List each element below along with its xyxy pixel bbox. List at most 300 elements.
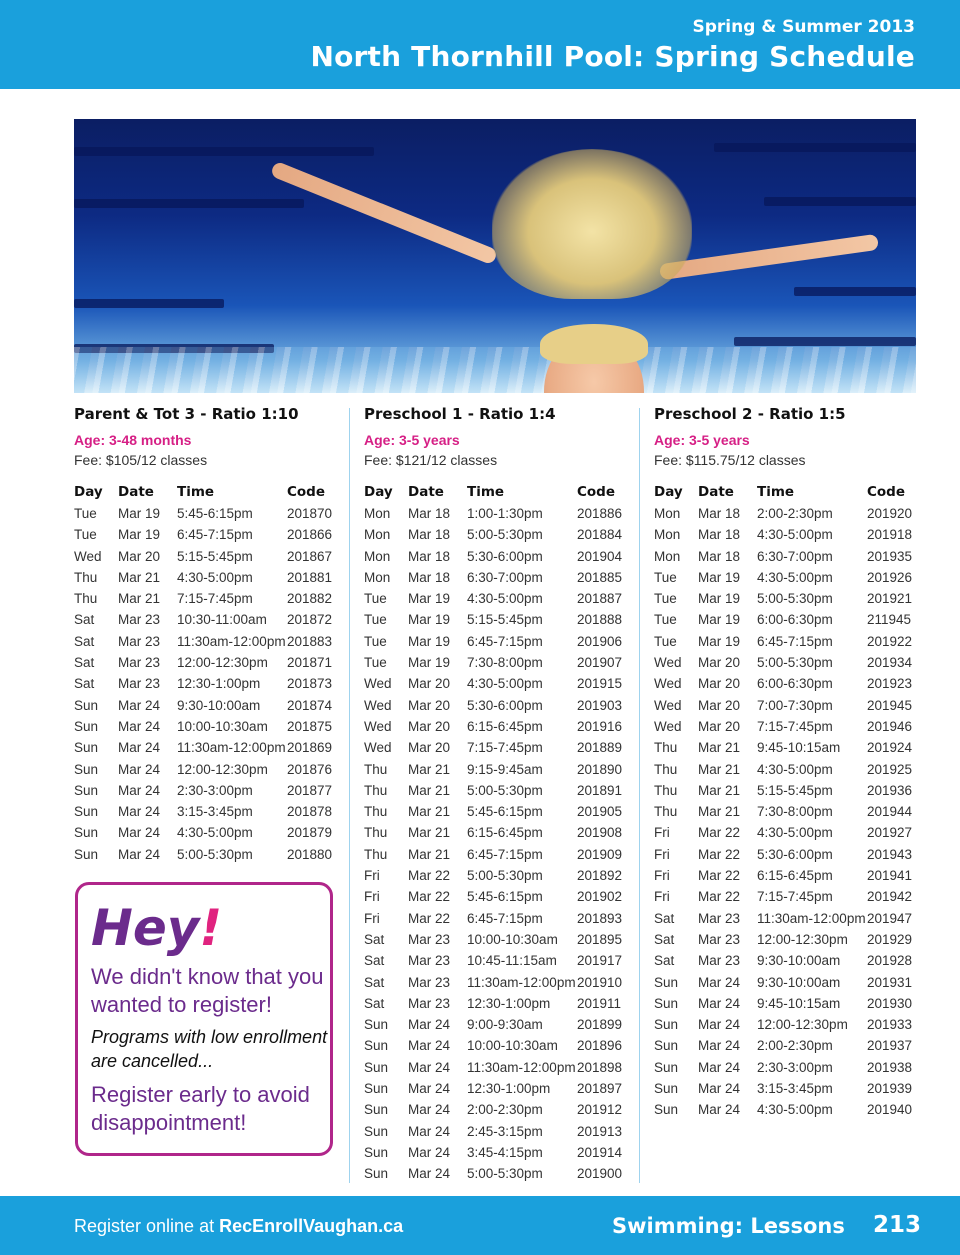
cell-date: Mar 20 bbox=[698, 718, 741, 734]
cell-time: 10:45-11:15am bbox=[467, 953, 557, 969]
cell-time: 6:15-6:45pm bbox=[467, 718, 543, 734]
hey-callout-box bbox=[75, 882, 333, 1156]
cell-day: Wed bbox=[364, 740, 392, 756]
cell-code: 201911 bbox=[577, 995, 622, 1011]
cell-day: Tue bbox=[654, 633, 677, 649]
cell-date: Mar 19 bbox=[698, 569, 741, 585]
table-row bbox=[364, 1014, 632, 1035]
cell-time: 4:30-5:00pm bbox=[467, 676, 543, 692]
cell-time: 2:00-2:30pm bbox=[757, 1038, 833, 1054]
cell-time: 10:00-10:30am bbox=[467, 1038, 558, 1054]
table-row bbox=[654, 588, 922, 609]
cell-day: Fri bbox=[654, 889, 670, 905]
cell-time: 4:30-5:00pm bbox=[757, 825, 833, 841]
cell-code: 201883 bbox=[287, 633, 333, 649]
cell-time: 5:00-5:30pm bbox=[467, 868, 543, 884]
table-row bbox=[364, 908, 632, 929]
page-title: North Thornhill Pool: Spring Schedule bbox=[310, 40, 915, 73]
cell-time: 9:30-10:00am bbox=[177, 697, 261, 713]
cell-time: 5:00-5:30pm bbox=[757, 655, 833, 671]
cell-date: Mar 24 bbox=[118, 761, 161, 777]
table-row bbox=[364, 695, 632, 716]
cell-code: 201881 bbox=[287, 569, 333, 585]
cell-day: Sun bbox=[74, 740, 99, 756]
cell-time: 5:00-5:30pm bbox=[177, 846, 253, 862]
cell-code: 211945 bbox=[867, 612, 912, 628]
cell-day: Mon bbox=[364, 527, 391, 543]
cell-code: 201879 bbox=[287, 825, 333, 841]
page-number: 213 bbox=[873, 1212, 922, 1238]
cell-day: Mon bbox=[364, 569, 391, 585]
hey-message-3: Register early to avoid disappointment! bbox=[91, 1082, 310, 1135]
cell-code: 201885 bbox=[577, 569, 623, 585]
cell-day: Sun bbox=[654, 1059, 679, 1075]
cell-day: Sun bbox=[364, 1038, 389, 1054]
cell-code: 201875 bbox=[287, 718, 333, 734]
cell-date: Mar 19 bbox=[698, 612, 741, 628]
cell-time: 5:30-6:00pm bbox=[467, 697, 543, 713]
cell-day: Sat bbox=[74, 676, 95, 692]
cell-date: Mar 23 bbox=[408, 974, 451, 990]
cell-code: 201938 bbox=[867, 1059, 913, 1075]
program-title: Preschool 1 - Ratio 1:4 bbox=[364, 405, 556, 423]
cell-time: 12:30-1:00pm bbox=[467, 1081, 551, 1097]
cell-code: 201895 bbox=[577, 931, 623, 947]
table-row bbox=[364, 993, 632, 1014]
cell-code: 201889 bbox=[577, 740, 623, 756]
cell-day: Sat bbox=[364, 953, 385, 969]
cell-date: Mar 21 bbox=[698, 740, 741, 756]
table-row bbox=[364, 950, 632, 971]
cell-date: Mar 20 bbox=[408, 718, 451, 734]
cell-code: 201946 bbox=[867, 718, 913, 734]
cell-day: Sun bbox=[654, 1102, 679, 1118]
cell-time: 7:15-7:45pm bbox=[177, 591, 253, 607]
cell-day: Sat bbox=[654, 953, 675, 969]
table-row bbox=[74, 546, 342, 567]
cell-day: Mon bbox=[364, 506, 391, 521]
cell-day: Tue bbox=[364, 612, 387, 628]
cell-day: Sun bbox=[74, 825, 99, 841]
cell-time: 5:00-5:30pm bbox=[467, 782, 543, 798]
table-row bbox=[364, 780, 632, 801]
table-row bbox=[364, 503, 632, 524]
table-row bbox=[364, 1163, 632, 1184]
cell-day: Wed bbox=[74, 548, 102, 564]
cell-date: Mar 18 bbox=[408, 527, 451, 543]
cell-date: Mar 19 bbox=[118, 527, 161, 543]
cell-time: 5:45-6:15pm bbox=[467, 889, 543, 905]
table-row bbox=[364, 588, 632, 609]
cell-day: Sun bbox=[364, 1123, 389, 1139]
season-label: Spring & Summer 2013 bbox=[692, 17, 915, 37]
header-day: Day bbox=[74, 484, 103, 500]
cell-code: 201867 bbox=[287, 548, 333, 564]
cell-time: 12:00-12:30pm bbox=[757, 1017, 848, 1033]
cell-time: 5:15-5:45pm bbox=[467, 612, 543, 628]
cell-date: Mar 24 bbox=[408, 1123, 451, 1139]
table-row bbox=[364, 737, 632, 758]
table-header-row bbox=[74, 481, 342, 503]
table-row bbox=[654, 695, 922, 716]
cell-day: Wed bbox=[654, 718, 682, 734]
cell-code: 201936 bbox=[867, 782, 913, 798]
cell-day: Fri bbox=[364, 868, 380, 884]
cell-code: 201904 bbox=[577, 548, 623, 564]
table-row bbox=[74, 631, 342, 652]
cell-day: Fri bbox=[654, 846, 670, 862]
table-row bbox=[364, 886, 632, 907]
page-footer bbox=[0, 1196, 960, 1255]
table-row bbox=[364, 844, 632, 865]
header-day: Day bbox=[654, 484, 683, 500]
table-row bbox=[364, 759, 632, 780]
cell-code: 201882 bbox=[287, 591, 333, 607]
cell-code: 201893 bbox=[577, 910, 623, 926]
cell-date: Mar 24 bbox=[118, 740, 161, 756]
table-row bbox=[654, 1078, 922, 1099]
cell-time: 6:45-7:15pm bbox=[467, 846, 543, 862]
cell-code: 201876 bbox=[287, 761, 333, 777]
cell-day: Sun bbox=[364, 1017, 389, 1033]
cell-code: 201925 bbox=[867, 761, 913, 777]
cell-code: 201866 bbox=[287, 527, 333, 543]
cell-day: Thu bbox=[654, 782, 678, 798]
register-prefix: Register online at bbox=[74, 1216, 220, 1236]
cell-day: Sun bbox=[364, 1144, 389, 1160]
cell-code: 201886 bbox=[577, 506, 623, 521]
table-row bbox=[654, 759, 922, 780]
cell-code: 201944 bbox=[867, 804, 913, 820]
table-row bbox=[654, 865, 922, 886]
section-name: Swimming: Lessons bbox=[612, 1214, 845, 1238]
hey-word: Hey bbox=[91, 899, 200, 957]
cell-day: Thu bbox=[654, 804, 678, 820]
table-row bbox=[654, 1014, 922, 1035]
cell-day: Mon bbox=[654, 506, 681, 521]
cell-code: 201926 bbox=[867, 569, 913, 585]
cell-date: Mar 20 bbox=[698, 697, 741, 713]
cell-date: Mar 21 bbox=[118, 569, 161, 585]
cell-day: Sun bbox=[654, 1081, 679, 1097]
cell-day: Tue bbox=[364, 633, 387, 649]
cell-code: 201933 bbox=[867, 1017, 913, 1033]
cell-day: Sun bbox=[74, 804, 99, 820]
cell-time: 7:00-7:30pm bbox=[757, 697, 833, 713]
cell-date: Mar 22 bbox=[698, 825, 741, 841]
cell-code: 201909 bbox=[577, 846, 623, 862]
table-row bbox=[74, 716, 342, 737]
table-header-row bbox=[364, 481, 632, 503]
cell-code: 201902 bbox=[577, 889, 623, 905]
cell-time: 7:15-7:45pm bbox=[757, 889, 833, 905]
table-row bbox=[654, 503, 922, 524]
cell-code: 201942 bbox=[867, 889, 913, 905]
cell-time: 6:15-6:45pm bbox=[757, 868, 833, 884]
cell-date: Mar 24 bbox=[698, 1081, 741, 1097]
cell-day: Tue bbox=[364, 591, 387, 607]
hey-message-2: Programs with low enrollment are cancelled... bbox=[91, 1027, 328, 1071]
cell-day: Sun bbox=[74, 782, 99, 798]
cell-time: 12:00-12:30pm bbox=[177, 761, 268, 777]
cell-time: 6:45-7:15pm bbox=[177, 527, 253, 543]
cell-code: 201937 bbox=[867, 1038, 913, 1054]
table-row bbox=[654, 929, 922, 950]
cell-time: 5:00-5:30pm bbox=[757, 591, 833, 607]
cell-date: Mar 20 bbox=[408, 676, 451, 692]
cell-date: Mar 23 bbox=[408, 953, 451, 969]
cell-day: Wed bbox=[364, 676, 392, 692]
cell-day: Sat bbox=[654, 910, 675, 926]
table-row bbox=[654, 546, 922, 567]
cell-date: Mar 21 bbox=[408, 825, 451, 841]
cell-day: Thu bbox=[364, 846, 388, 862]
header-time: Time bbox=[467, 484, 505, 500]
cell-time: 2:30-3:00pm bbox=[177, 782, 253, 798]
cell-day: Sat bbox=[364, 974, 385, 990]
header-code: Code bbox=[287, 484, 326, 500]
register-online-text bbox=[74, 1216, 403, 1237]
table-row bbox=[654, 737, 922, 758]
cell-date: Mar 24 bbox=[698, 1059, 741, 1075]
cell-date: Mar 24 bbox=[408, 1102, 451, 1118]
cell-code: 201906 bbox=[577, 633, 623, 649]
cell-day: Wed bbox=[364, 718, 392, 734]
cell-day: Fri bbox=[364, 889, 380, 905]
cell-day: Thu bbox=[364, 761, 388, 777]
cell-time: 10:00-10:30am bbox=[467, 931, 558, 947]
table-row bbox=[74, 503, 342, 524]
table-header-row bbox=[654, 481, 922, 503]
cell-code: 201900 bbox=[577, 1166, 623, 1182]
cell-code: 201941 bbox=[867, 868, 913, 884]
program-parent-tot-3 bbox=[74, 404, 354, 865]
table-row bbox=[364, 609, 632, 630]
cell-day: Thu bbox=[654, 761, 678, 777]
cell-date: Mar 24 bbox=[698, 1102, 741, 1118]
table-row bbox=[364, 1142, 632, 1163]
cell-code: 201922 bbox=[867, 633, 913, 649]
cell-day: Tue bbox=[654, 612, 677, 628]
cell-date: Mar 22 bbox=[698, 868, 741, 884]
table-row bbox=[654, 1035, 922, 1056]
cell-time: 9:15-9:45am bbox=[467, 761, 543, 777]
cell-code: 201887 bbox=[577, 591, 623, 607]
cell-day: Mon bbox=[654, 527, 681, 543]
cell-day: Sun bbox=[364, 1081, 389, 1097]
schedule-table bbox=[74, 481, 342, 865]
cell-code: 201940 bbox=[867, 1102, 913, 1118]
cell-code: 201916 bbox=[577, 718, 623, 734]
cell-day: Thu bbox=[364, 825, 388, 841]
cell-time: 2:45-3:15pm bbox=[467, 1123, 543, 1139]
table-row bbox=[364, 1078, 632, 1099]
table-row bbox=[364, 1099, 632, 1120]
cell-day: Wed bbox=[364, 697, 392, 713]
cell-code: 201927 bbox=[867, 825, 913, 841]
cell-date: Mar 24 bbox=[408, 1038, 451, 1054]
cell-code: 201930 bbox=[867, 995, 913, 1011]
cell-code: 201897 bbox=[577, 1081, 623, 1097]
header-code: Code bbox=[577, 484, 616, 500]
cell-time: 5:00-5:30pm bbox=[467, 527, 543, 543]
table-row bbox=[364, 546, 632, 567]
cell-date: Mar 18 bbox=[698, 506, 741, 521]
cell-day: Wed bbox=[654, 655, 682, 671]
cell-code: 201945 bbox=[867, 697, 913, 713]
cell-time: 11:30am-12:00pm bbox=[177, 740, 286, 756]
cell-code: 201899 bbox=[577, 1017, 623, 1033]
cell-code: 201888 bbox=[577, 612, 623, 628]
cell-time: 7:30-8:00pm bbox=[467, 655, 543, 671]
cell-date: Mar 20 bbox=[408, 740, 451, 756]
cell-code: 201884 bbox=[577, 527, 623, 543]
cell-day: Thu bbox=[74, 569, 98, 585]
cell-code: 201923 bbox=[867, 676, 913, 692]
swimmer-photo bbox=[74, 119, 916, 393]
cell-date: Mar 21 bbox=[698, 804, 741, 820]
hey-exclamation: ! bbox=[199, 899, 223, 957]
cell-date: Mar 24 bbox=[408, 1017, 451, 1033]
cell-time: 6:45-7:15pm bbox=[467, 633, 543, 649]
cell-code: 201903 bbox=[577, 697, 623, 713]
cell-code: 201934 bbox=[867, 655, 913, 671]
cell-day: Sun bbox=[654, 974, 679, 990]
cell-code: 201929 bbox=[867, 931, 913, 947]
cell-date: Mar 23 bbox=[118, 676, 161, 692]
cell-date: Mar 21 bbox=[408, 804, 451, 820]
table-row bbox=[654, 822, 922, 843]
table-row bbox=[74, 567, 342, 588]
header-code: Code bbox=[867, 484, 906, 500]
header-time: Time bbox=[177, 484, 215, 500]
cell-date: Mar 24 bbox=[698, 974, 741, 990]
header-day: Day bbox=[364, 484, 393, 500]
cell-code: 201924 bbox=[867, 740, 913, 756]
cell-date: Mar 21 bbox=[408, 846, 451, 862]
program-title: Preschool 2 - Ratio 1:5 bbox=[654, 405, 846, 423]
table-row bbox=[654, 609, 922, 630]
cell-time: 9:45-10:15am bbox=[757, 740, 841, 756]
cell-date: Mar 24 bbox=[698, 1038, 741, 1054]
cell-time: 5:45-6:15pm bbox=[177, 506, 253, 521]
table-row bbox=[654, 801, 922, 822]
cell-day: Wed bbox=[654, 676, 682, 692]
cell-date: Mar 18 bbox=[408, 569, 451, 585]
table-row bbox=[654, 972, 922, 993]
table-row bbox=[364, 716, 632, 737]
cell-time: 5:30-6:00pm bbox=[467, 548, 543, 564]
table-row bbox=[74, 737, 342, 758]
cell-day: Fri bbox=[364, 910, 380, 926]
table-row bbox=[654, 716, 922, 737]
hey-headline bbox=[91, 899, 330, 957]
cell-day: Fri bbox=[654, 868, 670, 884]
cell-code: 201905 bbox=[577, 804, 623, 820]
cell-time: 9:30-10:00am bbox=[757, 974, 841, 990]
program-fee: Fee: $121/12 classes bbox=[364, 452, 498, 468]
cell-date: Mar 23 bbox=[698, 931, 741, 947]
cell-date: Mar 24 bbox=[118, 782, 161, 798]
cell-day: Sun bbox=[364, 1166, 389, 1182]
cell-day: Sat bbox=[654, 931, 675, 947]
table-row bbox=[654, 908, 922, 929]
program-preschool-2 bbox=[654, 404, 934, 1121]
cell-time: 3:15-3:45pm bbox=[177, 804, 253, 820]
table-row bbox=[654, 993, 922, 1014]
header-date: Date bbox=[118, 484, 154, 500]
table-row bbox=[364, 801, 632, 822]
cell-time: 11:30am-12:00pm bbox=[757, 910, 866, 926]
cell-day: Tue bbox=[74, 527, 97, 543]
cell-date: Mar 19 bbox=[408, 612, 451, 628]
cell-day: Thu bbox=[654, 740, 678, 756]
cell-time: 2:00-2:30pm bbox=[467, 1102, 543, 1118]
cell-time: 7:15-7:45pm bbox=[467, 740, 543, 756]
cell-day: Mon bbox=[654, 548, 681, 564]
cell-code: 201935 bbox=[867, 548, 913, 564]
table-row bbox=[364, 524, 632, 545]
cell-time: 4:30-5:00pm bbox=[757, 527, 833, 543]
cell-day: Thu bbox=[364, 804, 388, 820]
cell-time: 11:30am-12:00pm bbox=[467, 974, 576, 990]
cell-day: Fri bbox=[654, 825, 670, 841]
cell-date: Mar 19 bbox=[408, 591, 451, 607]
cell-date: Mar 23 bbox=[698, 953, 741, 969]
program-fee: Fee: $115.75/12 classes bbox=[654, 452, 806, 468]
program-title: Parent & Tot 3 - Ratio 1:10 bbox=[74, 405, 299, 423]
cell-date: Mar 21 bbox=[698, 782, 741, 798]
cell-date: Mar 22 bbox=[408, 889, 451, 905]
cell-time: 5:30-6:00pm bbox=[757, 846, 833, 862]
cell-date: Mar 21 bbox=[118, 591, 161, 607]
table-row bbox=[654, 673, 922, 694]
cell-date: Mar 20 bbox=[408, 697, 451, 713]
cell-time: 10:30-11:00am bbox=[177, 612, 267, 628]
register-url-link[interactable]: RecEnrollVaughan.ca bbox=[219, 1216, 404, 1236]
cell-day: Sat bbox=[74, 633, 95, 649]
hey-message-1: We didn't know that you wanted to register! bbox=[91, 964, 324, 1017]
table-row bbox=[364, 567, 632, 588]
cell-day: Tue bbox=[364, 655, 387, 671]
cell-code: 201892 bbox=[577, 868, 623, 884]
cell-time: 6:15-6:45pm bbox=[467, 825, 543, 841]
cell-day: Sat bbox=[74, 655, 95, 671]
cell-time: 2:30-3:00pm bbox=[757, 1059, 833, 1075]
cell-code: 201898 bbox=[577, 1059, 623, 1075]
cell-day: Sun bbox=[654, 1038, 679, 1054]
table-row bbox=[74, 652, 342, 673]
program-fee: Fee: $105/12 classes bbox=[74, 452, 208, 468]
table-row bbox=[654, 524, 922, 545]
cell-time: 5:45-6:15pm bbox=[467, 804, 543, 820]
cell-day: Sat bbox=[364, 995, 385, 1011]
cell-time: 11:30am-12:00pm bbox=[177, 633, 286, 649]
cell-day: Sun bbox=[654, 995, 679, 1011]
cell-day: Tue bbox=[74, 506, 97, 521]
cell-time: 6:30-7:00pm bbox=[757, 548, 833, 564]
table-row bbox=[364, 1121, 632, 1142]
cell-date: Mar 24 bbox=[698, 995, 741, 1011]
cell-time: 5:00-5:30pm bbox=[467, 1166, 543, 1182]
table-row bbox=[74, 695, 342, 716]
cell-day: Tue bbox=[654, 591, 677, 607]
cell-date: Mar 18 bbox=[408, 548, 451, 564]
program-age: Age: 3-5 years bbox=[654, 432, 750, 448]
cell-code: 201912 bbox=[577, 1102, 623, 1118]
cell-code: 201918 bbox=[867, 527, 913, 543]
cell-code: 201943 bbox=[867, 846, 913, 862]
